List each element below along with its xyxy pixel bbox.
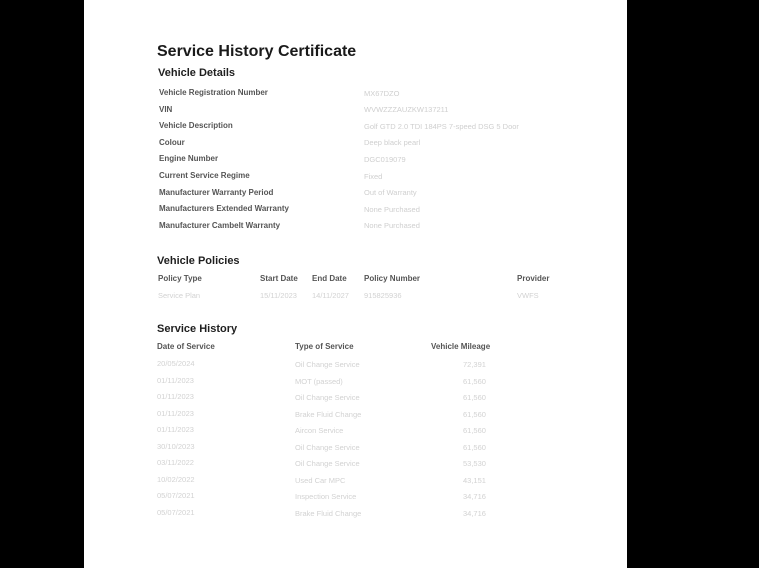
detail-label: Engine Number [159, 154, 219, 164]
history-mileage: 34,716 [463, 508, 486, 518]
policy-column-header: Policy Type [158, 274, 202, 283]
history-date: 01/11/2023 [157, 425, 194, 434]
detail-label: Manufacturer Cambelt Warranty [159, 220, 281, 230]
detail-label: Manufacturer Warranty Period [159, 187, 274, 197]
history-service-type: Oil Change Service [295, 459, 360, 468]
history-service-type: Brake Fluid Change [295, 409, 362, 419]
policy-column-header: Start Date [260, 274, 298, 283]
history-date: 01/11/2023 [157, 392, 194, 401]
detail-value: DGC019079 [364, 154, 406, 164]
history-mileage: 61,560 [463, 442, 486, 452]
vehicle-policies-heading: Vehicle Policies [157, 255, 240, 267]
history-date: 30/10/2023 [157, 441, 195, 451]
history-mileage: 61,560 [463, 376, 486, 386]
history-mileage: 61,560 [463, 426, 486, 435]
history-service-type: Aircon Service [295, 426, 344, 435]
history-date: 20/05/2024 [157, 359, 195, 368]
vehicle-details-heading: Vehicle Details [158, 67, 236, 79]
policy-column-header: Provider [517, 274, 550, 283]
history-service-type: Oil Change Service [295, 360, 360, 369]
detail-label: Vehicle Description [159, 121, 233, 131]
history-date: 10/02/2022 [157, 474, 195, 484]
history-mileage: 34,716 [463, 492, 486, 501]
detail-value: Deep black pearl [364, 138, 421, 148]
detail-value: MX67DZO [364, 88, 400, 98]
history-date: 05/07/2021 [157, 491, 195, 500]
history-service-type: Oil Change Service [295, 393, 360, 402]
history-column-header: Vehicle Mileage [431, 342, 491, 351]
history-date: 05/07/2021 [157, 507, 195, 517]
history-service-type: Used Car MPC [295, 475, 346, 485]
service-history-heading: Service History [157, 323, 238, 335]
history-date: 01/11/2023 [157, 375, 194, 385]
history-column-header: Date of Service [157, 342, 215, 351]
policy-column-header: End Date [312, 274, 347, 283]
policy-cell: 15/11/2023 [260, 291, 297, 300]
history-mileage: 61,560 [463, 393, 486, 402]
detail-label: VIN [159, 104, 173, 114]
history-service-type: MOT (passed) [295, 376, 343, 386]
history-date: 01/11/2023 [157, 408, 194, 418]
detail-value: None Purchased [364, 221, 420, 231]
document-title: Service History Certificate [157, 43, 357, 60]
policy-cell: Service Plan [158, 291, 201, 300]
history-service-type: Brake Fluid Change [295, 508, 362, 518]
policy-cell: 915825936 [364, 291, 402, 300]
detail-value: None Purchased [364, 204, 420, 214]
detail-label: Vehicle Registration Number [159, 88, 268, 97]
history-date: 03/11/2022 [157, 458, 194, 467]
history-mileage: 43,151 [463, 475, 486, 485]
history-service-type: Oil Change Service [295, 442, 360, 452]
detail-label: Manufacturers Extended Warranty [159, 204, 289, 214]
history-service-type: Inspection Service [295, 492, 357, 501]
detail-label: Colour [159, 137, 185, 147]
history-mileage: 72,391 [463, 360, 486, 369]
history-mileage: 61,560 [463, 409, 486, 419]
detail-label: Current Service Regime [159, 171, 250, 180]
policy-cell: 14/11/2027 [312, 291, 349, 300]
detail-value: Out of Warranty [364, 188, 417, 198]
history-column-header: Type of Service [295, 342, 354, 351]
policy-cell: VWFS [517, 291, 539, 300]
history-mileage: 53,530 [463, 459, 486, 468]
detail-value: Golf GTD 2.0 TDI 184PS 7-speed DSG 5 Door [364, 121, 519, 131]
detail-value: Fixed [364, 171, 383, 181]
policy-column-header: Policy Number [364, 274, 421, 283]
detail-value: WVWZZZAUZKW137211 [364, 105, 449, 115]
